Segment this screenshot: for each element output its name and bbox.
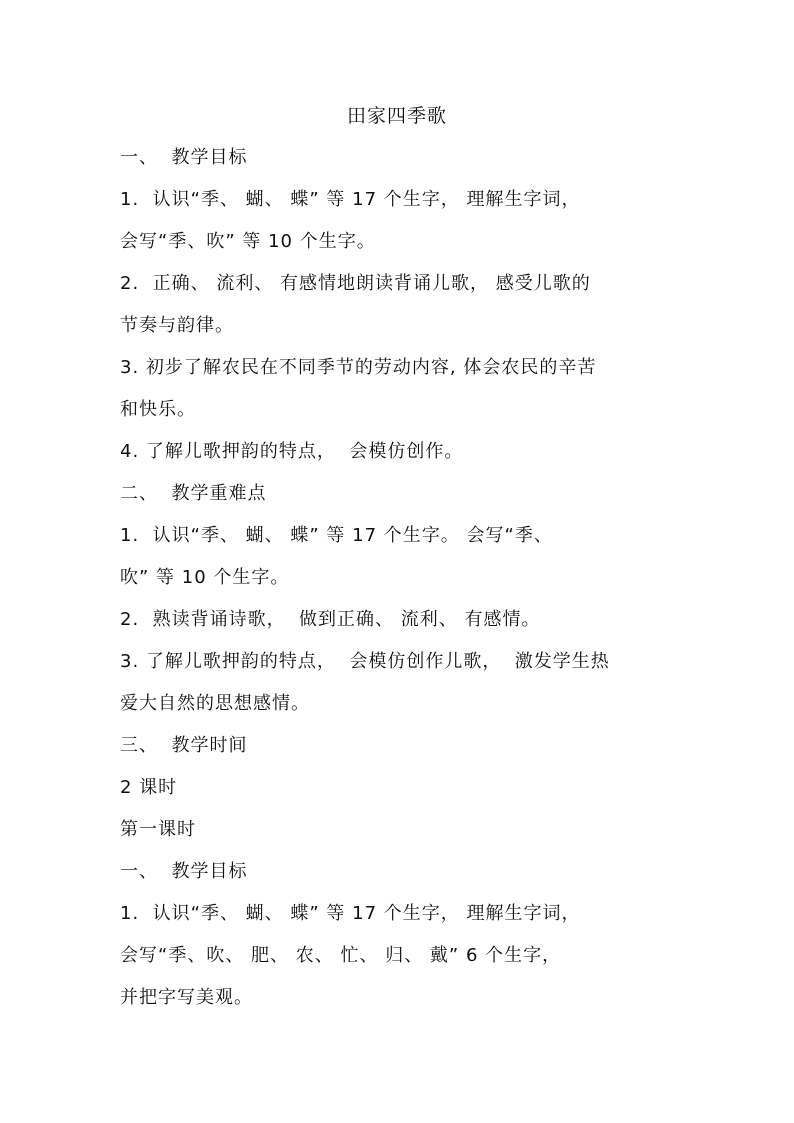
section-heading-teaching-time: 三、 教学时间 (120, 735, 248, 756)
text-line: 2. 正确、 流利、 有感情地朗读背诵儿歌， 感受儿歌的 (120, 273, 591, 294)
document-title: 田家四季歌 (346, 105, 447, 127)
text-line: 3. 初步了解农民在不同季节的劳动内容, 体会农民的辛苦 (120, 357, 597, 378)
section-heading-teaching-goals: 一、 教学目标 (120, 147, 248, 168)
text-line: 吹” 等 10 个生字。 (120, 567, 290, 588)
text-line: 4. 了解儿歌押韵的特点， 会模仿创作。 (120, 441, 464, 462)
section-heading-key-points: 二、 教学重难点 (120, 483, 267, 504)
text-line: 1. 认识“季、 蝴、 蝶” 等 17 个生字， 理解生字词， (120, 189, 581, 210)
text-line: 2. 熟读背诵诗歌， 做到正确、 流利、 有感情。 (120, 609, 541, 630)
text-line: 和快乐。 (120, 399, 196, 420)
text-line: 会写“季、吹” 等 10 个生字。 (120, 231, 376, 252)
lesson-heading: 第一课时 (120, 819, 196, 840)
text-line: 3. 了解儿歌押韵的特点， 会模仿创作儿歌， 激发学生热 (120, 651, 610, 672)
text-line: 1. 认识“季、 蝴、 蝶” 等 17 个生字。 会写“季、 (120, 525, 553, 546)
text-line: 会写“季、吹、 肥、 农、 忙、 归、 戴” 6 个生字， (120, 945, 562, 966)
text-line: 节奏与韵律。 (120, 315, 234, 336)
text-line: 并把字写美观。 (120, 987, 253, 1008)
text-line: 2 课时 (120, 777, 178, 798)
text-line: 爱大自然的思想感情。 (120, 693, 310, 714)
text-line: 1. 认识“季、 蝴、 蝶” 等 17 个生字， 理解生字词， (120, 903, 581, 924)
section-heading-teaching-goals: 一、 教学目标 (120, 861, 248, 882)
